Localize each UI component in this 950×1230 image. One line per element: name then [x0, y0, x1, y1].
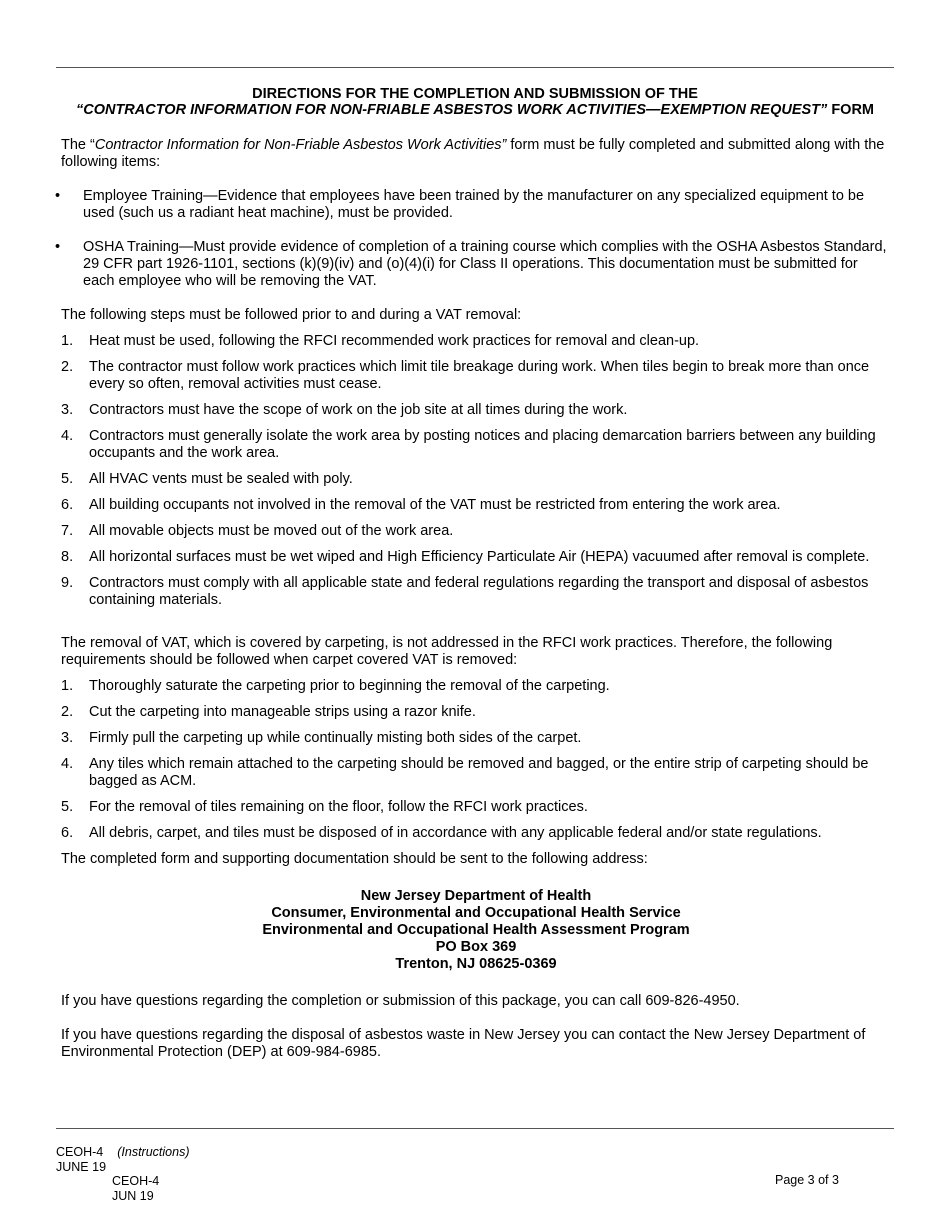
list-item-text: OSHA Training—Must provide evidence of completion of a training course which complies with the OSHA Asbestos Standard, 29 CFR part 1926-1101, sections (k)(9)(iv) and (o)(4)(i) for Class II operations. This documentation must be submitted for each employee who will be removing the VAT. [83, 239, 887, 289]
list-item [61, 471, 891, 488]
list-item-text: Employee Training—Evidence that employees have been trained by the manufacturer on any specialized equipment to be used (such us a radiant heat machine), must be provided. [83, 188, 865, 221]
page-title [56, 86, 894, 118]
step-text: Thoroughly saturate the carpeting prior to beginning the removal of the carpeting. [89, 678, 610, 694]
address-line: Consumer, Environmental and Occupational Health Service [271, 905, 681, 921]
step-text: For the removal of tiles remaining on the floor, follow the RFCI work practices. [89, 799, 588, 815]
step-number: 2. [61, 704, 74, 720]
form-code: CEOH-4 [56, 1145, 104, 1159]
list-item [61, 333, 891, 350]
address-line: New Jersey Department of Health [360, 888, 592, 904]
list-item [61, 549, 891, 566]
vat-steps-intro: The following steps must be followed prior to and during a VAT removal: [61, 307, 522, 323]
footer-form-date: JUNE 19 [56, 1160, 107, 1174]
list-item [61, 704, 891, 721]
intro-form-name: Contractor Information for Non-Friable Asbestos Work Activities” [94, 137, 507, 153]
carpet-intro: The removal of VAT, which is covered by carpeting, is not addressed in the RFCI work practices. Therefore, the following requirements should be followed when carpet covered VAT is removed: [61, 635, 833, 668]
list-item [55, 188, 891, 222]
requirements-list [55, 188, 891, 290]
step-number: 3. [61, 402, 74, 418]
carpet-steps-list [61, 678, 891, 842]
form-note: (Instructions) [117, 1145, 190, 1159]
title-line-1: DIRECTIONS FOR THE COMPLETION AND SUBMISSION OF THE [252, 86, 698, 102]
step-text: All building occupants not involved in the removal of the VAT must be restricted from entering the work area. [89, 497, 781, 513]
list-item [61, 756, 891, 790]
step-number: 6. [61, 497, 74, 513]
step-number: 4. [61, 756, 74, 772]
step-number: 2. [61, 359, 74, 375]
list-item [61, 402, 891, 419]
step-number: 9. [61, 575, 74, 591]
step-text: All HVAC vents must be sealed with poly. [89, 471, 353, 487]
step-number: 6. [61, 825, 74, 841]
step-text: Firmly pull the carpeting up while continually misting both sides of the carpet. [89, 730, 582, 746]
footer-form-date-secondary: JUN 19 [112, 1189, 154, 1203]
bullet-icon: • [55, 188, 61, 204]
questions-disposal: If you have questions regarding the disposal of asbestos waste in New Jersey you can contact the New Jersey Department of Environmental Protection (DEP) at 609-984-6985. [61, 1027, 866, 1060]
step-text: Contractors must comply with all applicable state and federal regulations regarding the transport and disposal of asbestos containing materials. [89, 575, 869, 608]
list-item [61, 523, 891, 540]
step-number: 4. [61, 428, 74, 444]
questions-completion: If you have questions regarding the completion or submission of this package, you can call 609-826-4950. [61, 993, 740, 1009]
step-text: The contractor must follow work practices which limit tile breakage during work. When tiles begin to break more than once every so often, removal activities must cease. [89, 359, 870, 392]
step-text: All debris, carpet, and tiles must be disposed of in accordance with any applicable federal and/or state regulations. [89, 825, 822, 841]
list-item [61, 730, 891, 747]
intro-suffix: form must be fully completed and submitted along with the following items: [61, 137, 885, 170]
step-text: All movable objects must be moved out of the work area. [89, 523, 454, 539]
address-intro: The completed form and supporting documentation should be sent to the following address: [61, 851, 648, 867]
footer-form-code [56, 1145, 189, 1160]
list-item [61, 799, 891, 816]
step-number: 1. [61, 678, 74, 694]
document-body [55, 137, 891, 1061]
list-item [61, 359, 891, 393]
step-number: 1. [61, 333, 74, 349]
step-text: Contractors must have the scope of work on the job site at all times during the work. [89, 402, 628, 418]
list-item [61, 678, 891, 695]
list-item [61, 428, 891, 462]
intro-prefix: The “ [61, 137, 95, 153]
intro-paragraph [61, 137, 891, 171]
bullet-icon: • [55, 239, 61, 255]
step-text: Cut the carpeting into manageable strips using a razor knife. [89, 704, 476, 720]
step-text: Any tiles which remain attached to the carpeting should be removed and bagged, or the entire strip of carpeting should be bagged as ACM. [89, 756, 869, 789]
bottom-rule [56, 1128, 894, 1129]
vat-steps-list [61, 333, 891, 609]
step-text: Contractors must generally isolate the work area by posting notices and placing demarcation barriers between any building occupants and the work area. [89, 428, 876, 461]
list-item [61, 575, 891, 609]
step-number: 5. [61, 799, 74, 815]
step-number: 7. [61, 523, 74, 539]
list-item [61, 497, 891, 514]
list-item [55, 239, 891, 290]
footer-form-code-secondary: CEOH-4 [112, 1174, 160, 1188]
address-line: Environmental and Occupational Health Assessment Program [262, 922, 690, 938]
step-number: 3. [61, 730, 74, 746]
top-rule [56, 67, 894, 68]
page-number: Page 3 of 3 [775, 1173, 839, 1187]
title-form-suffix: FORM [827, 102, 875, 118]
address-line: PO Box 369 [435, 939, 517, 955]
address-line: Trenton, NJ 08625-0369 [395, 956, 557, 972]
mailing-address [61, 888, 891, 973]
step-text: All horizontal surfaces must be wet wiped and High Efficiency Particulate Air (HEPA) vacuumed after removal is complete. [89, 549, 870, 565]
title-form-name: “CONTRACTOR INFORMATION FOR NON-FRIABLE ASBESTOS WORK ACTIVITIES—EXEMPTION REQUEST” [75, 102, 828, 118]
step-number: 5. [61, 471, 74, 487]
step-number: 8. [61, 549, 74, 565]
step-text: Heat must be used, following the RFCI recommended work practices for removal and clean-up. [89, 333, 700, 349]
title-line-2 [56, 102, 894, 118]
list-item [61, 825, 891, 842]
